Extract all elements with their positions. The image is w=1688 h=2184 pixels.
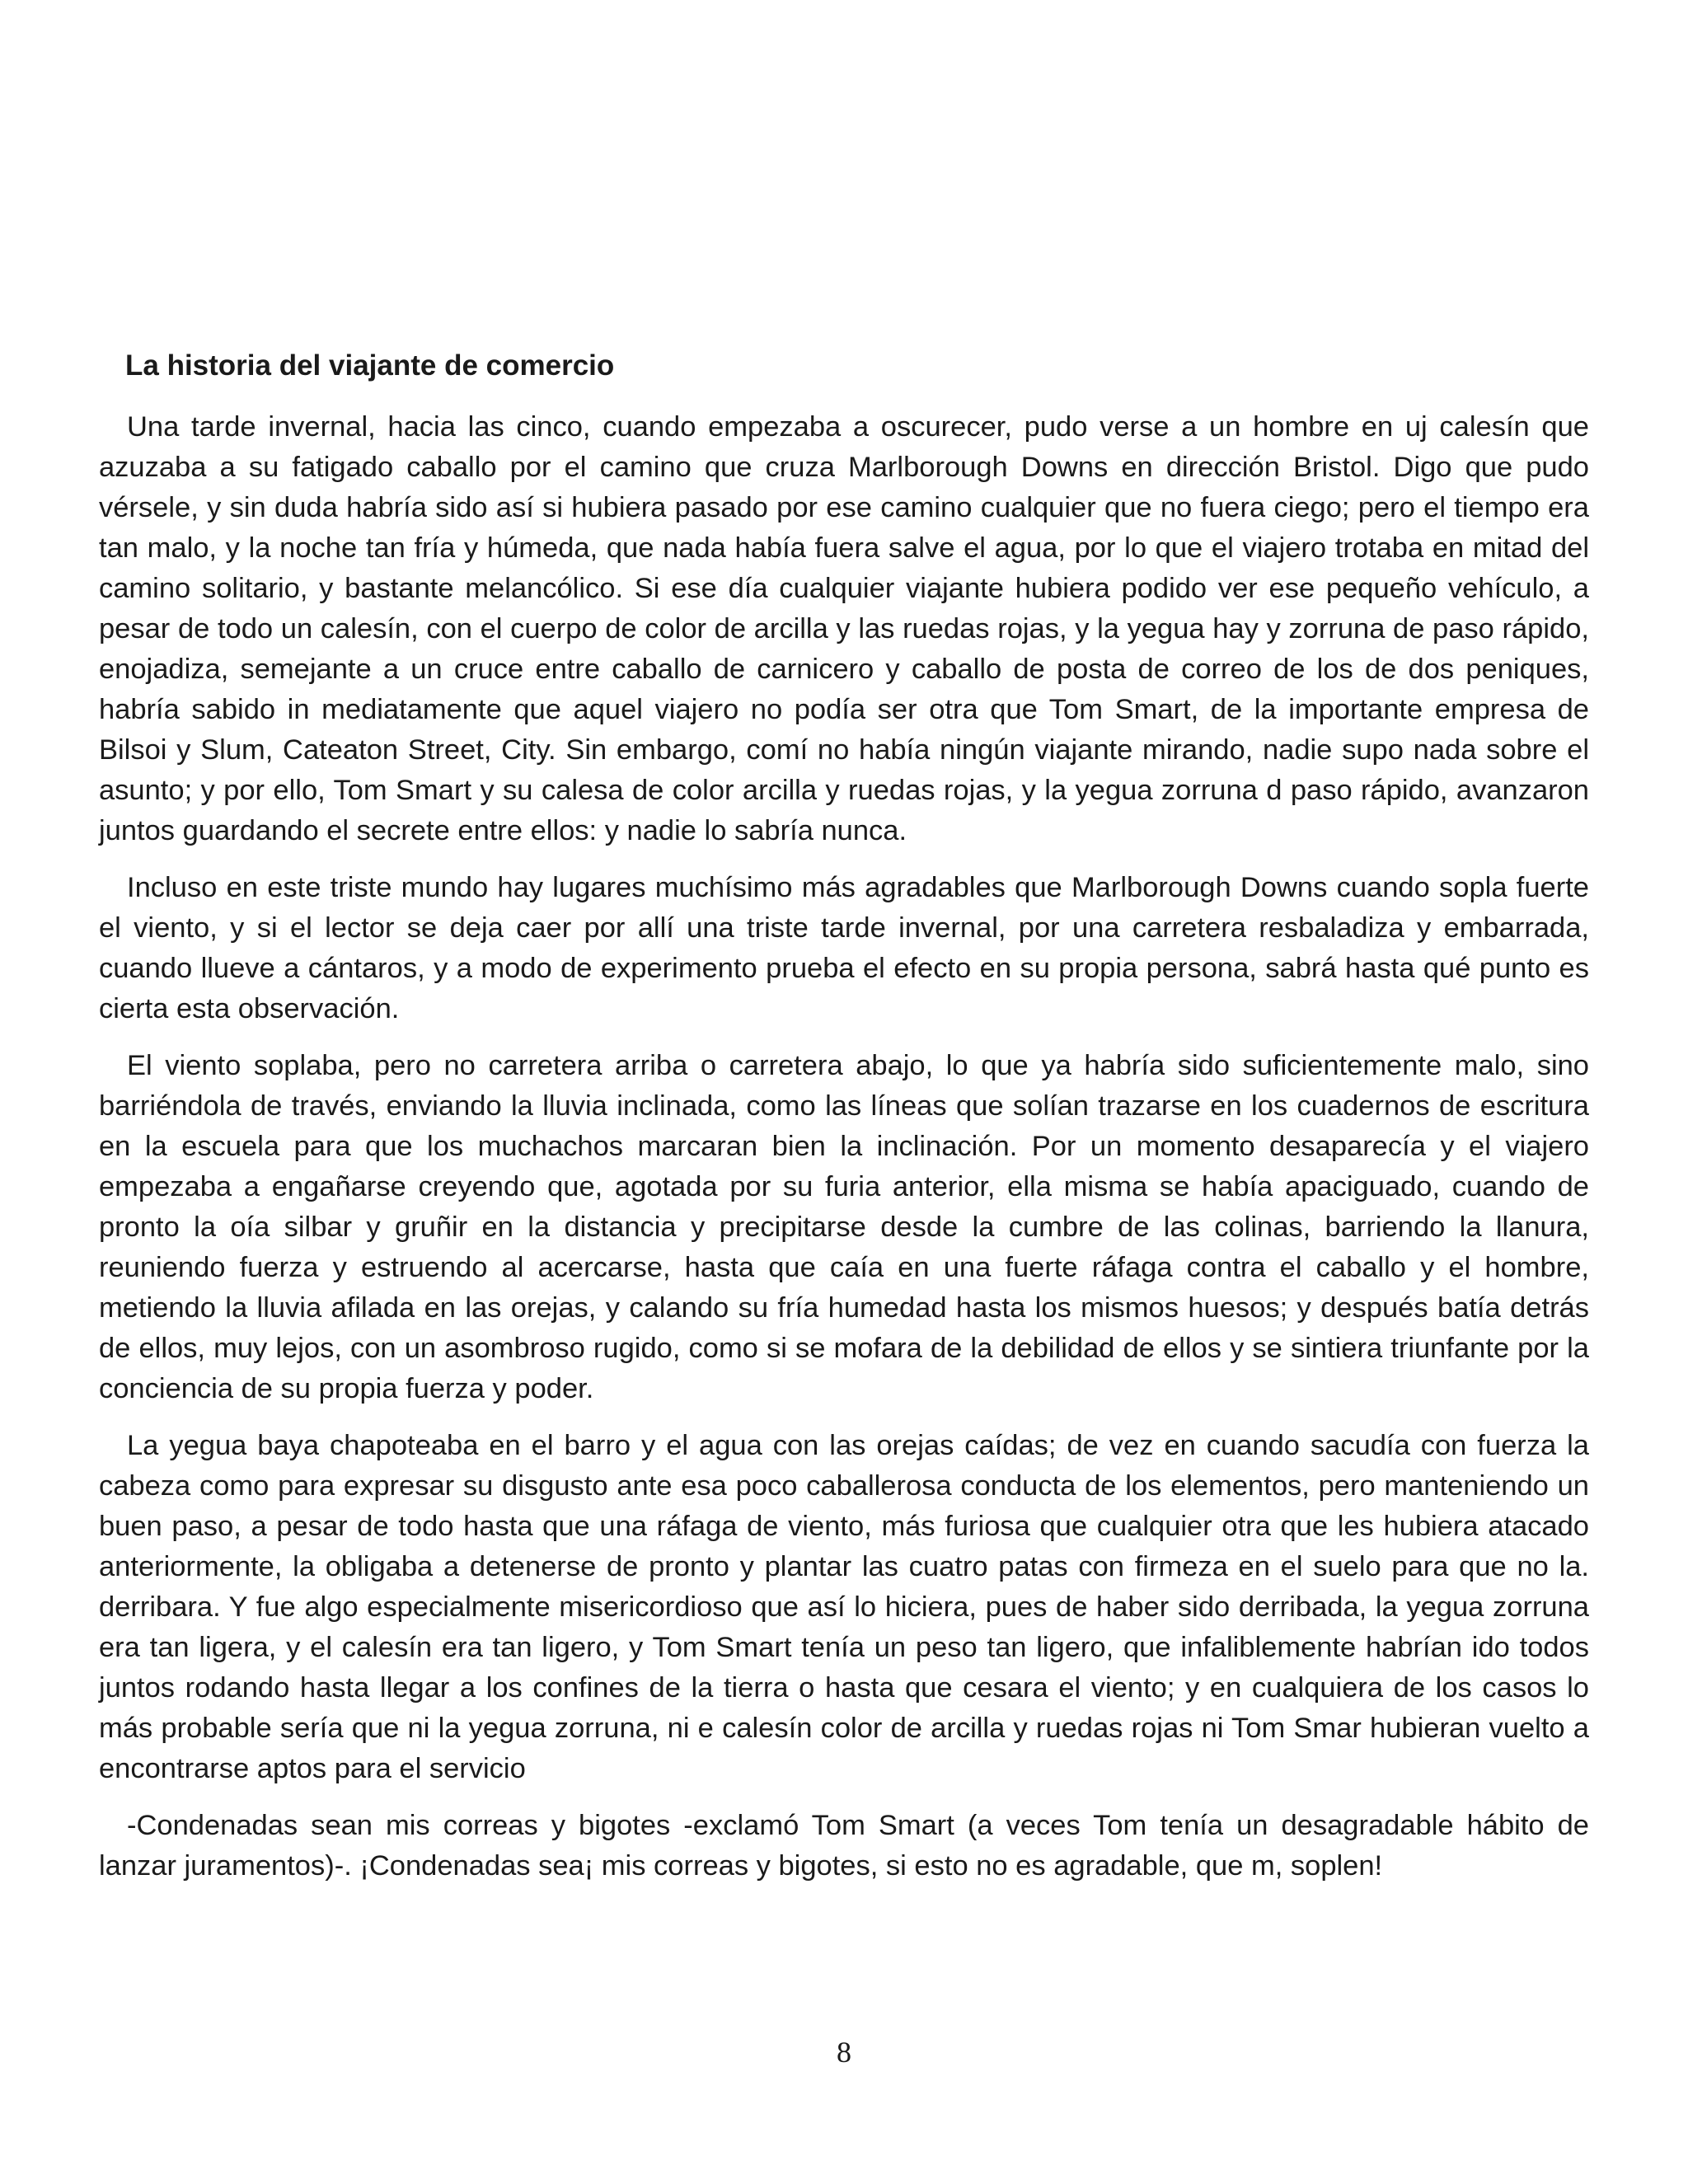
document-body: [99, 346, 1589, 1903]
paragraph-2: Incluso en este triste mundo hay lugares muchísimo más agradables que Marlborough Downs cuando sopla fuerte el viento, y si el lector se deja caer por allí una triste tarde invernal, por una carretera resbaladiza y embarrada, cuando llueve a cántaros, y a modo de experimento prueba el efecto en su propia persona, sabrá hasta qué punto es cierta esta observación.: [99, 872, 1589, 1024]
paragraph-3: El viento soplaba, pero no carretera arriba o carretera abajo, lo que ya habría sido suficientemente malo, sino barriéndola de través, enviando la lluvia inclinada, como las líneas que solían trazarse en los cuadernos de escritura en la escuela para que los muchachos marcaran bien la inclinación. Por un momento desaparecía y el viajero empezaba a engañarse creyendo que, agotada por su furia anterior, ella misma se había apaciguado, cuando de pronto la oía silbar y gruñir en la distancia y precipitarse desde la cumbre de las colinas, barriendo la llanura, reuniendo fuerza y estruendo al acercarse, hasta que caía en una fuerte ráfaga contra el caballo y el hombre, metiendo la lluvia afilada en las orejas, y calando su fría humedad hasta los mismos huesos; y después batía detrás de ellos, muy lejos, con un asombroso rugido, como si se mofara de la debilidad de ellos y se sintiera triunfante por la conciencia de su propia fuerza y poder.: [99, 1050, 1589, 1404]
paragraph-1: Una tarde invernal, hacia las cinco, cuando empezaba a oscurecer, pudo verse a un hombre en uj calesín que azuzaba a su fatigado caballo por el camino que cruza Marlborough Downs en dirección Bristol. Digo que pudo vérsele, y sin duda habría sido así si hubiera pasado por ese camino cualquier que no fuera ciego; pero el tiempo era tan malo, y la noche tan fría y húmeda, que nada había fuera salve el agua, por lo que el viajero trotaba en mitad del camino solitario, y bastante melancólico. Si ese día cualquier viajante hubiera podido ver ese pequeño vehículo, a pesar de todo un calesín, con el cuerpo de color de arcilla y las ruedas rojas, y la yegua hay y zorruna de paso rápido, enojadiza, semejante a un cruce entre caballo de carnicero y caballo de posta de correo de los de dos peniques, habría sabido in mediatamente que aquel viajero no podía ser otra que Tom Smart, de la importante empresa de Bilsoi y Slum, Cateaton Street, City. Sin embargo, comí no había ningún viajante mirando, nadie supo nada sobre el asunto; y por ello, Tom Smart y su calesa de color arcilla y ruedas rojas, y la yegua zorruna d paso rápido, avanzaron juntos guardando el secrete entre ellos: y nadie lo sabría nunca.: [99, 411, 1589, 846]
page-number: 8: [837, 2036, 851, 2069]
paragraph-5: -Condenadas sean mis correas y bigotes -exclamó Tom Smart (a veces Tom tenía un desagradable hábito de lanzar juramentos)-. ¡Condenadas sea¡ mis correas y bigotes, si esto no es agradable, que m, soplen!: [99, 1810, 1589, 1882]
paragraph-4: La yegua baya chapoteaba en el barro y el agua con las orejas caídas; de vez en cuando sacudía con fuerza la cabeza como para expresar su disgusto ante esa poco caballerosa conducta de los elementos, pero manteniendo un buen paso, a pesar de todo hasta que una ráfaga de viento, más furiosa que cualquier otra que les hubiera atacado anteriormente, la obligaba a detenerse de pronto y plantar las cuatro patas con firmeza en el suelo para que no la. derribara. Y fue algo especialmente misericordioso que así lo hiciera, pues de haber sido derribada, la yegua zorruna era tan ligera, y el calesín era tan ligero, y Tom Smart tenía un peso tan ligero, que infaliblemente habrían ido todos juntos rodando hasta llegar a los confines de la tierra o hasta que cesara el viento; y en cualquiera de los casos lo más probable sería que ni la yegua zorruna, ni e calesín color de arcilla y ruedas rojas ni Tom Smar hubieran vuelto a encontrarse aptos para el servicio: [99, 1430, 1589, 1784]
chapter-title: La historia del viajante de comercio: [125, 349, 615, 382]
